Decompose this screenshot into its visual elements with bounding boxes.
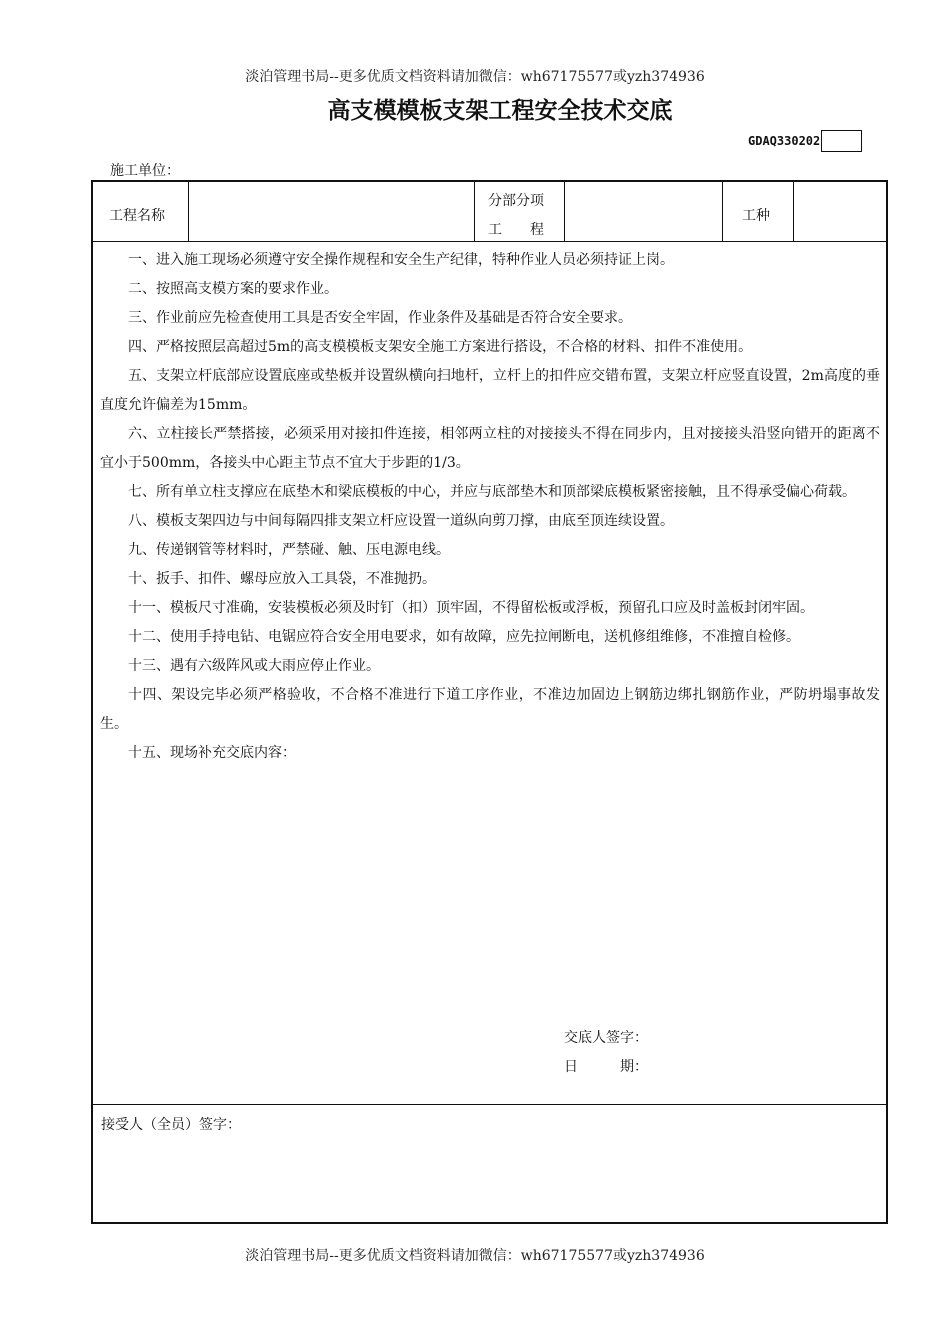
discloser-signature-label: 交底人签字：: [564, 1030, 648, 1046]
work-type-label: 工种: [742, 208, 770, 224]
project-name-label: 工程名称: [109, 208, 165, 224]
sub-project-label-line2: 工 程: [488, 222, 544, 238]
construction-unit-label: 施工单位：: [110, 163, 180, 179]
safety-item: 八、模板支架四边与中间每隔四排支架立杆应设置一道纵向剪刀撑，由底至顶连续设置。: [128, 513, 674, 529]
safety-item: 五、支架立杆底部应设置底座或垫板并设置纵横向扫地杆，立杆上的扣件应交错布置，支架立杆应竖直设置，2m高度的垂直度允许偏差为15mm。: [100, 368, 880, 413]
safety-item: 一、进入施工现场必须遵守安全操作规程和安全生产纪律，特种作业人员必须持证上岗。: [128, 252, 674, 268]
safety-item: 十一、模板尺寸准确，安装模板必须及时钉（扣）顶牢固，不得留松板或浮板，预留孔口应及时盖板封闭牢固。: [128, 600, 814, 616]
row-divider: [93, 241, 886, 242]
sub-project-field[interactable]: [573, 186, 713, 236]
sub-project-label: 分部分项: [488, 193, 544, 209]
doc-code: GDAQ330202: [748, 134, 821, 148]
safety-item: 七、所有单立柱支撑应在底垫木和梁底模板的中心，并应与底部垫木和顶部梁底模板紧密接触，且不得承受偏心荷载。: [128, 484, 856, 500]
doc-code-group: [748, 130, 862, 152]
footer-watermark: 淡泊管理书局--更多优质文档资料请加微信：wh67175577或yzh374936: [245, 1248, 705, 1264]
safety-item: 二、按照高支模方案的要求作业。: [128, 281, 338, 297]
doc-code-box: [821, 130, 862, 152]
header-watermark: 淡泊管理书局--更多优质文档资料请加微信：wh67175577或yzh374936: [245, 69, 705, 85]
safety-item: 三、作业前应先检查使用工具是否安全牢固，作业条件及基础是否符合安全要求。: [128, 310, 632, 326]
row-divider: [93, 1104, 886, 1105]
disclosure-form: [91, 180, 888, 1224]
col-divider: [793, 182, 794, 241]
safety-item: 十三、遇有六级阵风或大雨应停止作业。: [128, 658, 380, 674]
signature-block: [564, 1024, 648, 1082]
document-title: 高支模模板支架工程安全技术交底: [327, 98, 673, 124]
project-name-field[interactable]: [199, 186, 465, 236]
safety-item: 十、扳手、扣件、螺母应放入工具袋，不准抛扔。: [128, 571, 436, 587]
col-divider: [564, 182, 565, 241]
safety-item: 十五、现场补充交底内容：: [128, 745, 296, 761]
col-divider: [474, 182, 475, 241]
safety-item: 四、严格按照层高超过5m的高支模模板支架安全施工方案进行搭设，不合格的材料、扣件不准使用。: [128, 339, 753, 355]
safety-items: [100, 246, 880, 768]
safety-item: 十四、架设完毕必须严格验收，不合格不准进行下道工序作业，不准边加固边上钢筋边绑扎钢筋作业，严防坍塌事故发生。: [100, 687, 880, 732]
work-type-field[interactable]: [801, 186, 881, 236]
col-divider: [188, 182, 189, 241]
safety-item: 六、立柱接长严禁搭接，必须采用对接扣件连接，相邻两立柱的对接接头不得在同步内，且对接接头沿竖向错开的距离不宜小于500mm，各接头中心距主节点不宜大于步距的1/3。: [100, 426, 880, 471]
receiver-signature-label: 接受人（全员）签字：: [101, 1117, 241, 1133]
col-divider: [722, 182, 723, 241]
safety-item: 十二、使用手持电钻、电锯应符合安全用电要求，如有故障，应先拉闸断电，送机修组维修，不准擅自检修。: [128, 629, 800, 645]
safety-item: 九、传递钢管等材料时，严禁碰、触、压电源电线。: [128, 542, 450, 558]
date-label: 日 期：: [564, 1059, 648, 1075]
